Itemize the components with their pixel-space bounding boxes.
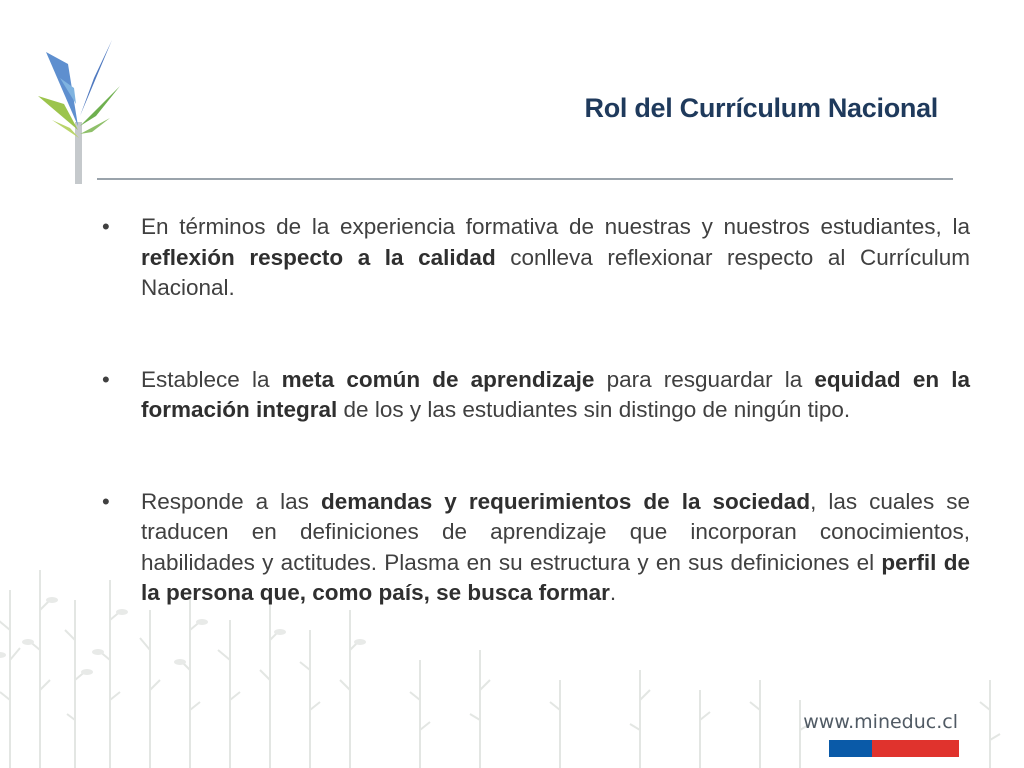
bullet-text: En términos de la experiencia formativa de nuestras y nuestros estudiantes, la — [141, 214, 970, 239]
flag-red-segment — [872, 740, 959, 757]
mineduc-tree-logo — [30, 34, 130, 186]
bullet-text: . — [609, 580, 617, 605]
bullet-emphasis: reflexión respecto a la calidad — [141, 244, 496, 270]
bullet-marker: • — [102, 488, 110, 514]
bullet-text: , las cuales se traducen en definiciones de aprendizaje que incorporan conocimientos, habilidades y actitudes. Plasma en su estructura y en sus definiciones el — [141, 488, 970, 575]
bullet-emphasis: perfil de la persona que, como país, se busca formar — [141, 549, 970, 605]
logo-leaf — [80, 86, 120, 126]
bullet-emphasis: equidad en la formación integral — [141, 366, 971, 422]
bullet-text: para resguardar la — [594, 366, 815, 392]
chile-flag-stripe — [829, 740, 959, 757]
bullet-list — [102, 212, 970, 609]
bullet-emphasis: meta común de aprendizaje — [281, 366, 595, 392]
bullet-emphasis: demandas y requerimientos de la sociedad — [320, 488, 811, 514]
bullet-item — [102, 487, 970, 609]
bullet-text: de los y las estudiantes sin distingo de ningún tipo. — [337, 397, 851, 422]
bullet-marker: • — [102, 214, 110, 239]
logo-trunk — [75, 122, 82, 184]
logo-leaf — [80, 118, 110, 134]
bullet-text: Establece la — [141, 366, 282, 392]
bullet-text: Responde a las — [141, 488, 321, 514]
title-divider — [97, 178, 953, 180]
logo-leaf — [52, 120, 79, 138]
slide-title: Rol del Currículum Nacional — [584, 93, 938, 123]
bullet-text: conlleva reflexionar respecto al Currículum Nacional. — [141, 244, 970, 300]
bullet-marker: • — [102, 366, 110, 392]
logo-leaf — [80, 40, 112, 116]
footer-website-url: www.mineduc.cl — [803, 711, 958, 733]
bullet-item — [102, 365, 970, 426]
flag-blue-segment — [829, 740, 872, 757]
bullet-item — [102, 212, 970, 304]
